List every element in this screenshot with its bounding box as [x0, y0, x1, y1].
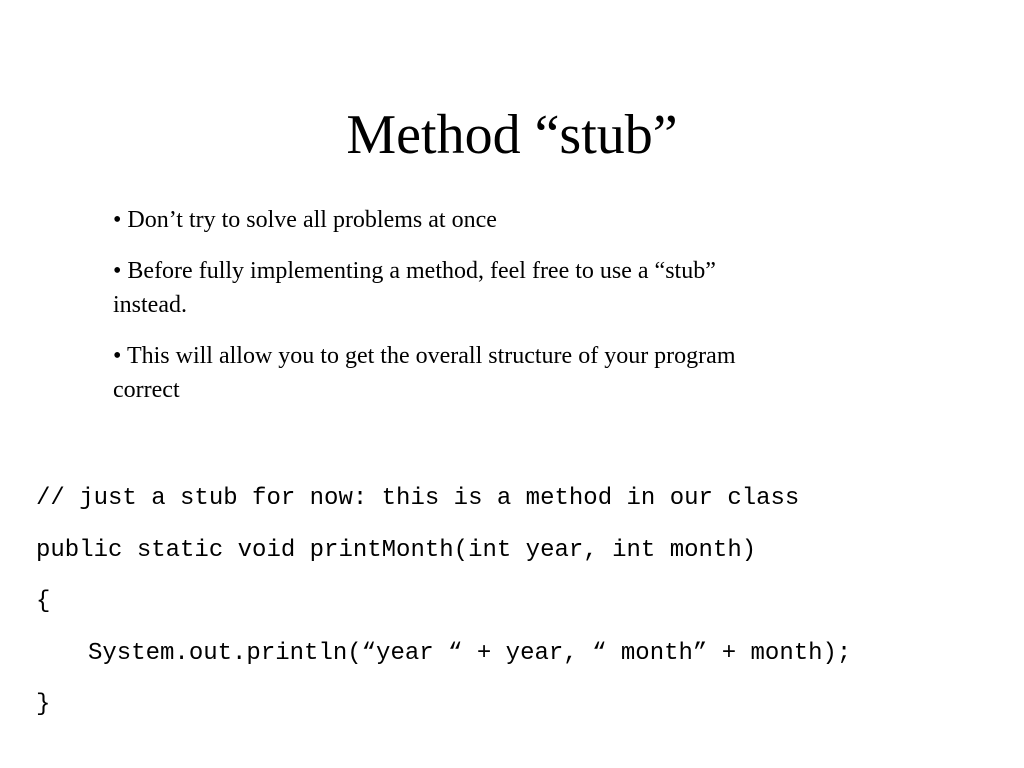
bullet-item: • Don’t try to solve all problems at once: [113, 207, 497, 233]
code-signature-line: public static void printMonth(int year, int month): [36, 536, 757, 564]
code-open-brace-line: {: [36, 588, 51, 615]
code-body-line: System.out.println(“year “ + year, “ month” + month);: [88, 639, 852, 667]
code-close-brace-line: }: [36, 691, 51, 718]
slide-title: Method “stub”: [346, 104, 678, 166]
bullet-item: • This will allow you to get the overall structure of your program correct: [113, 343, 736, 403]
bullet-item: • Before fully implementing a method, feel free to use a “stub” instead.: [113, 258, 716, 318]
code-block: [36, 481, 1006, 739]
bullet-list: [113, 203, 773, 424]
code-comment-line: // just a stub for now: this is a method in our class: [36, 485, 800, 512]
